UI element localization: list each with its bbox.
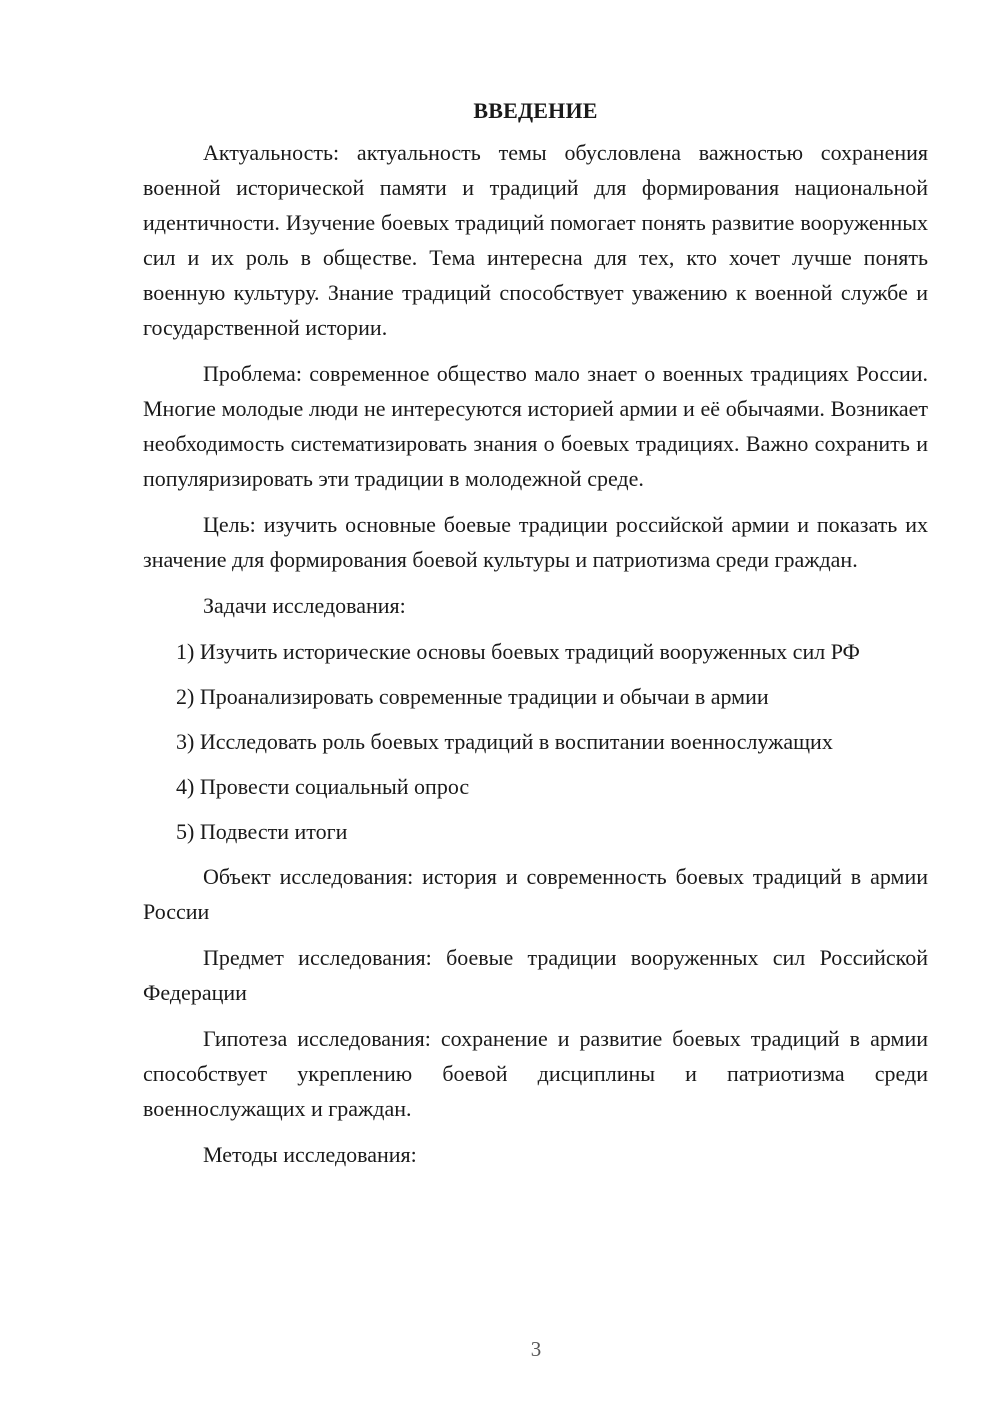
tasks-heading: Задачи исследования: [203,593,406,618]
page-title: ВВЕДЕНИЕ [473,98,598,123]
hypothesis-paragraph: Гипотеза исследования: сохранение и развитие боевых традиций в армии способствует укреплению боевой дисциплины и патриотизма среди военнослужащих и граждан. [143,1026,928,1121]
task-item-1: 1) Изучить исторические основы боевых традиций вооруженных сил РФ [176,639,860,664]
methods-heading: Методы исследования: [203,1142,417,1167]
subject-paragraph: Предмет исследования: боевые традиции вооруженных сил Российской Федерации [143,945,928,1005]
relevance-paragraph: Актуальность: актуальность темы обусловлена важностью сохранения военной исторической памяти и традиций для формирования национальной идентичности. Изучение боевых традиций помогает понять развитие вооруженных сил и их роль в обществе. Тема интересна для тех, кто хочет лучше понять военную культуру. Знание традиций способствует уважению к военной службе и государственной истории. [143,140,928,340]
page-number: 3 [530,1337,542,1361]
task-item-3: 3) Исследовать роль боевых традиций в воспитании военнослужащих [176,729,833,754]
goal-paragraph: Цель: изучить основные боевые традиции российской армии и показать их значение для формирования боевой культуры и патриотизма среди граждан. [143,512,928,572]
task-item-2: 2) Проанализировать современные традиции и обычаи в армии [176,684,769,709]
object-paragraph: Объект исследования: история и современность боевых традиций в армии России [143,864,928,924]
problem-paragraph: Проблема: современное общество мало знает о военных традициях России. Многие молодые люди не интересуются историей армии и её обычаями. Возникает необходимость систематизировать знания о боевых традициях. Важно сохранить и популяризировать эти традиции в молодежной среде. [143,361,928,491]
page-content [143,94,928,1183]
task-item-4: 4) Провести социальный опрос [176,774,470,799]
task-item-5: 5) Подвести итоги [176,819,348,844]
